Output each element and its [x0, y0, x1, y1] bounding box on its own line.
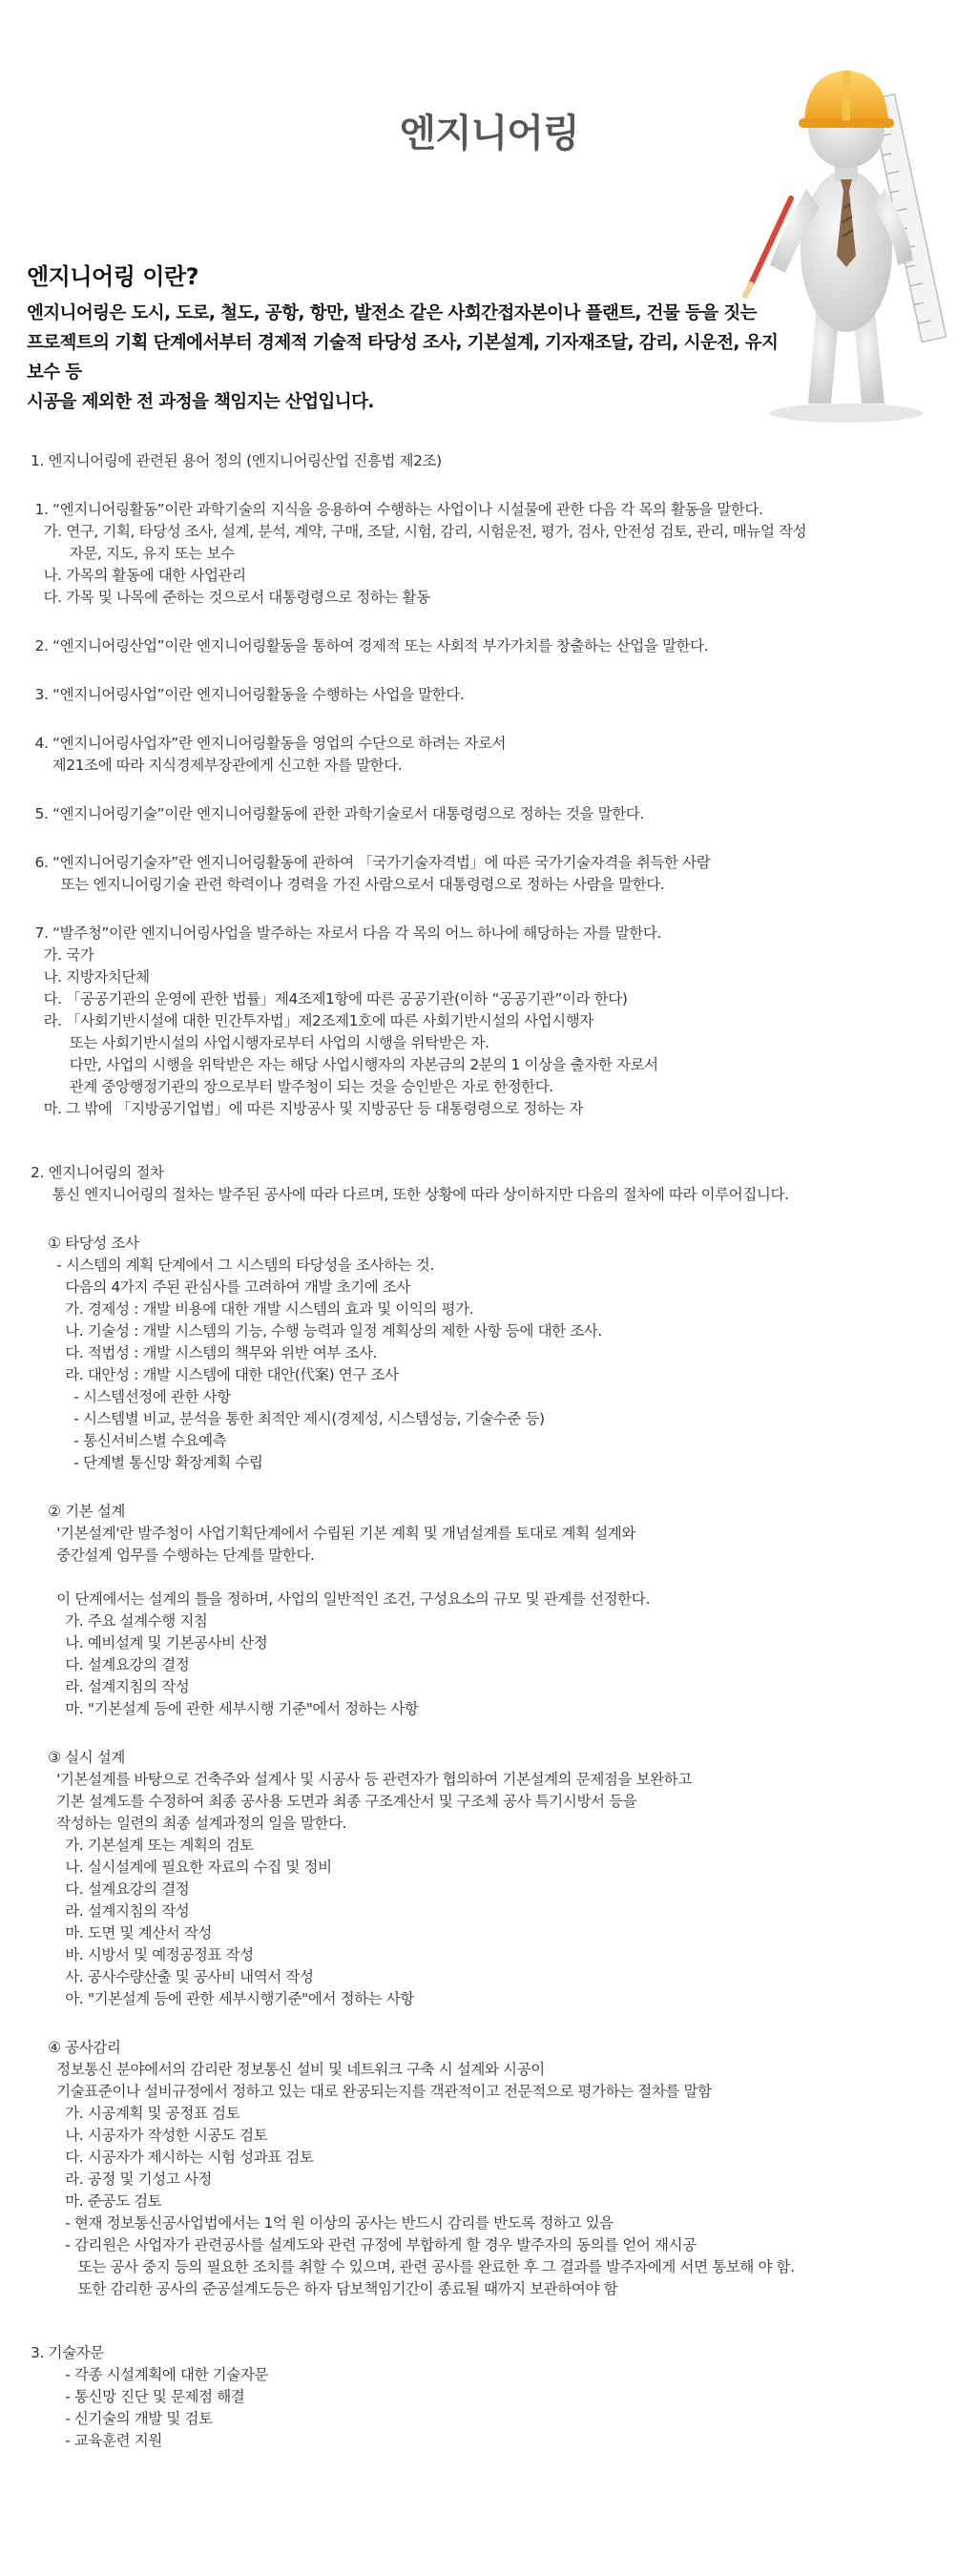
text-line: ① 타당성 조사 — [31, 1235, 139, 1252]
text-line: 또는 공사 중지 등의 필요한 조치를 취할 수 있으며, 관련 공사를 완료한 후 그 결과를 발주자에게 서면 통보해 야 함. — [31, 2258, 795, 2275]
intro-section — [27, 258, 780, 417]
text-line: 기본 설계도를 수정하여 최종 공사용 도면과 최종 구조계산서 및 구조체 공사 특기시방서 등을 — [31, 1793, 637, 1810]
procedure-feasibility — [31, 1233, 956, 1474]
text-line: 마. 그 밖에 「지방공기업법」에 따른 지방공사 및 지방공단 등 대통령령으로 정하는 자 — [31, 1100, 584, 1117]
text-line: 가. 시공계획 및 공정표 검토 — [31, 2105, 240, 2122]
section-heading: 2. 엔지니어링의 절차 — [31, 1164, 164, 1181]
text-line: 다. 적법성 : 개발 시스템의 책무와 위반 여부 조사. — [31, 1344, 378, 1361]
intro-text-line: 프로젝트의 기획 단계에서부터 경제적 기술적 타당성 조사, 기본설계, 기자재조달, 감리, 시운전, 유지보수 등 — [27, 333, 779, 383]
text-line: 나. 예비설계 및 기본공사비 산정 — [31, 1634, 268, 1652]
text-line: 나. 가목의 활동에 대한 사업관리 — [31, 567, 246, 584]
text-line: 라. 대안성 : 개발 시스템에 대한 대안(代案) 연구 조사 — [31, 1366, 399, 1383]
text-line: 가. 주요 설계수행 지침 — [31, 1612, 208, 1630]
text-line: 1. “엔지니어링활동”이란 과학기술의 지식을 응용하여 수행하는 사업이나 시설물에 관한 다음 각 목의 활동을 말한다. — [31, 501, 763, 518]
text-line: 또는 사회기반시설의 사업시행자로부터 사업의 시행을 위탁받은 자. — [31, 1034, 489, 1051]
text-line: 다. 「공공기관의 운영에 관한 법률」제4조제1항에 따른 공공기관(이하 “공공기관”이라 한다) — [31, 990, 628, 1008]
text-line: 마. 도면 및 계산서 작성 — [31, 1924, 213, 1942]
text-line: 6. “엔지니어링기술자”란 엔지니어링활동에 관하여 「국가기술자격법」에 따른 국가기술자격을 취득한 사람 — [31, 854, 711, 871]
text-line: 정보통신 분야에서의 감리란 정보통신 설비 및 네트워크 구축 시 설계와 시공이 — [31, 2061, 545, 2078]
intro-text-line: 시공을 제외한 전 과정을 책임지는 산업입니다. — [27, 392, 374, 412]
text-line: 마. 준공도 검토 — [31, 2192, 162, 2210]
text-line: 다. 가목 및 나목에 준하는 것으로서 대통령령으로 정하는 활동 — [31, 589, 430, 606]
text-line: 나. 기술성 : 개발 시스템의 기능, 수행 능력과 일정 계획상의 제한 사항 등에 대한 조사. — [31, 1322, 602, 1340]
text-line: 자문, 지도, 유지 또는 보수 — [31, 545, 235, 562]
text-line: 작성하는 일련의 최종 설계과정의 일을 말한다. — [31, 1815, 347, 1832]
text-line: - 시스템별 비교, 분석을 통한 최적안 제시(경제성, 시스템성능, 기술수준 등) — [31, 1410, 545, 1427]
text-line: 이 단계에서는 설계의 틀을 정하며, 사업의 일반적인 조건, 구성요소의 규모 및 관계를 선정한다. — [31, 1590, 650, 1608]
procedure-basic-design — [31, 1501, 956, 1720]
list-item: - 신기술의 개발 및 검토 — [31, 2410, 213, 2427]
procedure-supervision — [31, 2037, 956, 2300]
definition-4 — [31, 733, 956, 777]
text-line: 아. "기본설계 등에 관한 세부시행기준"에서 정하는 사항 — [31, 1990, 414, 2007]
text-line: 7. “발주청”이란 엔지니어링사업을 발주하는 자로서 다음 각 목의 어느 하나에 해당하는 자를 말한다. — [31, 924, 661, 942]
page-title: 엔지니어링 — [399, 112, 579, 156]
list-item: - 통신망 진단 및 문제점 해결 — [31, 2388, 245, 2405]
text-line: ③ 실시 설계 — [31, 1749, 125, 1766]
intro-heading: 엔지니어링 이란? — [27, 263, 199, 290]
intro-text-line: 엔지니어링은 도시, 도로, 철도, 공항, 항만, 발전소 같은 사회간접자본이나 플랜트, 건물 등을 짓는 — [27, 303, 757, 323]
text-line: 라. 설계지침의 작성 — [31, 1678, 190, 1695]
definition-2: 2. “엔지니어링산업”이란 엔지니어링활동을 통하여 경제적 또는 사회적 부가가치를 창출하는 산업을 말한다. — [31, 637, 709, 654]
text-line: 마. "기본설계 등에 관한 세부시행 기준"에서 정하는 사항 — [31, 1700, 419, 1717]
text-line: 라. 공정 및 기성고 사정 — [31, 2171, 213, 2188]
text-line: 중간설계 업무를 수행하는 단계를 말한다. — [31, 1547, 315, 1564]
text-line: 가. 국가 — [31, 946, 94, 964]
text-line: 관계 중앙행정기관의 장으로부터 발주청이 되는 것을 승인받은 자로 한정한다. — [31, 1078, 553, 1095]
definition-5: 5. “엔지니어링기술”이란 엔지니어링활동에 관한 과학기술로서 대통령령으로 정하는 것을 말한다. — [31, 805, 644, 822]
list-item: - 각종 시설계획에 대한 기술자문 — [31, 2366, 268, 2383]
text-line: 가. 경제성 : 개발 비용에 대한 개발 시스템의 효과 및 이익의 평가. — [31, 1300, 474, 1318]
text-line: 사. 공사수량산출 및 공사비 내역서 작성 — [31, 1968, 314, 1985]
text-line: 다. 설계요강의 결정 — [31, 1656, 190, 1673]
text-line: - 시스템의 계획 단계에서 그 시스템의 타당성을 조사하는 것. — [31, 1257, 434, 1274]
text-line: 바. 시방서 및 예정공정표 작성 — [31, 1946, 254, 1963]
text-line: 가. 기본설계 또는 계획의 검토 — [31, 1837, 254, 1854]
procedure-detailed-design — [31, 1747, 956, 2010]
main-content — [31, 448, 956, 2452]
text-line: 기술표준이나 설비규정에서 정하고 있는 대로 완공되는지를 객관적이고 전문적으로 평가하는 절차를 말함 — [31, 2083, 712, 2100]
text-line: 또는 엔지니어링기술 관련 학력이나 경력을 가진 사람으로서 대통령령으로 정하는 사람을 말한다. — [31, 876, 665, 893]
text-line: 라. 설계지침의 작성 — [31, 1902, 190, 1920]
text-line: - 감리원은 사업자가 관련공사를 설계도와 관련 규정에 부합하게 할 경우 발주자의 동의를 얻어 재시공 — [31, 2236, 697, 2254]
text-line: - 시스템선정에 관한 사항 — [31, 1388, 231, 1405]
section-heading: 3. 기술자문 — [31, 2344, 104, 2361]
definition-3: 3. “엔지니어링사업”이란 엔지니어링활동을 수행하는 사업을 말한다. — [31, 686, 465, 703]
section-intro: 통신 엔지니어링의 절차는 발주된 공사에 따라 다르며, 또한 상황에 따라 상이하지만 다음의 절차에 따라 이루어집니다. — [31, 1186, 789, 1203]
text-line: 나. 시공자가 작성한 시공도 검토 — [31, 2127, 268, 2144]
text-line: - 현재 정보통신공사업법에서는 1억 원 이상의 공사는 반드시 감리를 반도록 정하고 있음 — [31, 2214, 614, 2232]
text-line: 제21조에 따라 지식경제부장관에게 신고한 자를 말한다. — [31, 757, 403, 774]
text-line: 다. 시공자가 제시하는 시험 성과표 검토 — [31, 2149, 314, 2166]
text-line: '기본설계를 바탕으로 건축주와 설계사 및 시공사 등 관련자가 협의하여 기본설계의 문제점을 보완하고 — [31, 1771, 692, 1788]
text-line: 나. 실시설계에 필요한 자료의 수집 및 정비 — [31, 1859, 332, 1876]
text-line: '기본설계'란 발주청이 사업기획단계에서 수립된 기본 계획 및 개념설계를 토대로 계획 설계와 — [31, 1525, 635, 1542]
text-line: 다만, 사업의 시행을 위탁받은 자는 해당 사업시행자의 자본금의 2분의 1 이상을 출자한 자로서 — [31, 1056, 658, 1073]
text-line: ④ 공사감리 — [31, 2039, 121, 2056]
list-item: - 교육훈련 지원 — [31, 2432, 162, 2449]
definition-1 — [31, 499, 956, 609]
text-line: 다음의 4가지 주된 관심사를 고려하여 개발 초기에 조사 — [31, 1278, 410, 1296]
text-line: 가. 연구, 기획, 타당성 조사, 설계, 분석, 계약, 구매, 조달, 시험, 감리, 시험운전, 평가, 검사, 안전성 검토, 관리, 매뉴얼 작성 — [31, 523, 807, 540]
text-line: - 통신서비스별 수요예측 — [31, 1432, 227, 1449]
text-line: - 단계별 통신망 확장계획 수립 — [31, 1454, 263, 1471]
definition-7 — [31, 923, 956, 1120]
text-line: 나. 지방자치단체 — [31, 968, 150, 986]
text-line: 라. 「사회기반시설에 대한 민간투자법」제2조제1호에 따른 사회기반시설의 사업시행자 — [31, 1012, 593, 1029]
text-line: 다. 설계요강의 결정 — [31, 1880, 190, 1898]
text-line: 4. “엔지니어링사업자”란 엔지니어링활동을 영업의 수단으로 하려는 자로서 — [31, 735, 507, 752]
definition-6 — [31, 852, 956, 896]
section-heading: 1. 엔지니어링에 관련된 용어 정의 (엔지니어링산업 진흥법 제2조) — [31, 452, 442, 469]
text-line: 또한 감리한 공사의 준공설계도등은 하자 담보책임기간이 종료될 때까지 보관하여야 함 — [31, 2280, 618, 2297]
text-line: ② 기본 설계 — [31, 1503, 125, 1520]
